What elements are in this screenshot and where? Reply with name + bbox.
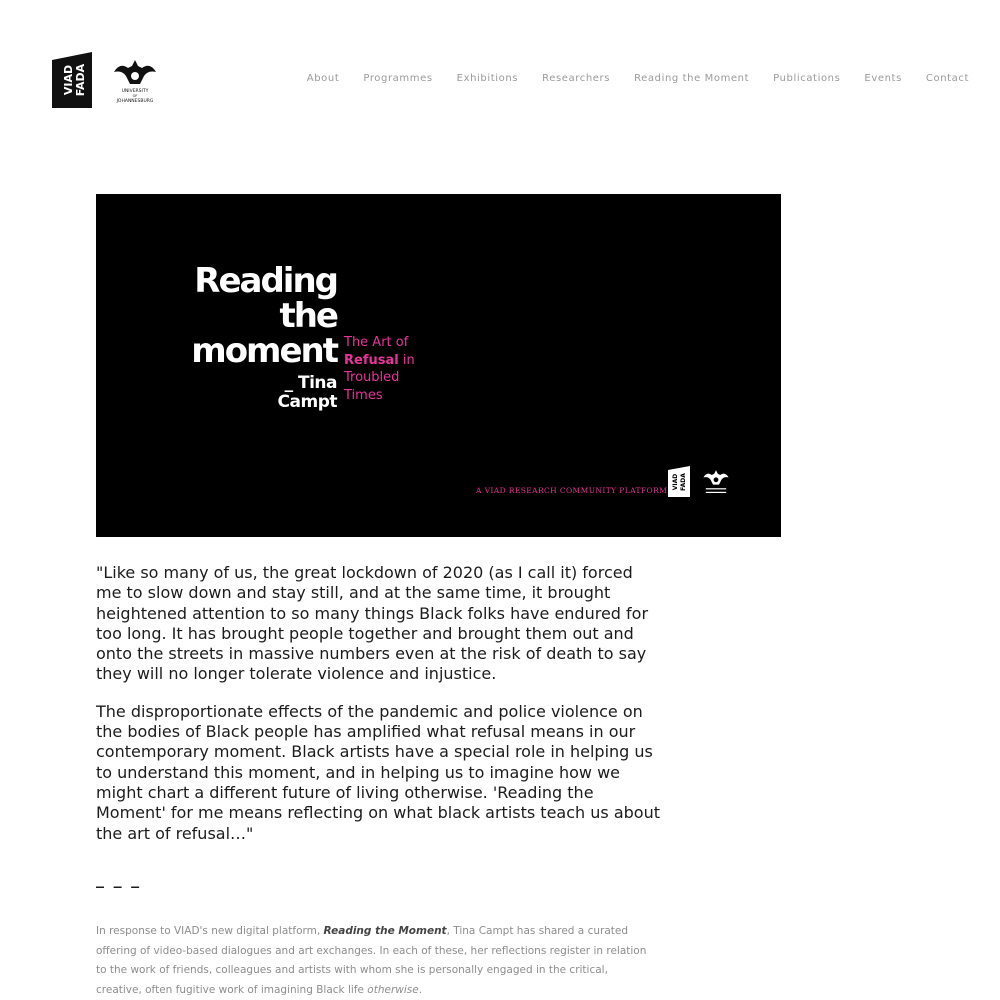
intro-text: , Tina Campt has shared a curated offering of video-based dialogues and art exchanges. In each of these, her reflections register in relation to the work of friends, colleagues and artists with whom she is personally engaged in the critical, creative, often fugitive work of imagining Black life [96, 925, 647, 996]
campt-quote [96, 563, 662, 861]
nav-about[interactable]: About [306, 73, 340, 84]
hero-title [191, 261, 337, 371]
hero-subtitle-word: in [402, 352, 415, 368]
nav-exhibitions[interactable]: Exhibitions [456, 73, 519, 84]
hero-title-line: the [279, 296, 337, 336]
hero-author [278, 374, 337, 412]
nav-contact[interactable]: Contact [925, 73, 969, 84]
hero-uj-logo [701, 469, 731, 496]
hero-platform-label: A VIAD RESEARCH COMMUNITY PLATFORM [476, 486, 668, 495]
nav-researchers[interactable]: Researchers [542, 73, 611, 84]
intro-emphasis: Reading the Moment [323, 925, 447, 937]
hero-subtitle [344, 334, 415, 404]
svg-text:FADA: FADA [680, 473, 687, 491]
svg-text:OF: OF [132, 94, 138, 98]
hero-author-line: _ Tina [284, 373, 337, 393]
nav-events[interactable]: Events [864, 73, 902, 84]
hero-viad-logo [668, 466, 690, 497]
hero-subtitle-line: The Art of [344, 335, 409, 350]
quote-paragraph: The disproportionate effects of the pandemic and police violence on the bodies of Black people has amplified what refusal means in our contemporary moment. Black artists have a special role in helping us to understand this moment, and in helping us to imagine how we might chart a different future of living otherwise. 'Reading the Moment' for me means reflecting on what black artists teach us about the art of refusal…" [96, 701, 660, 843]
hero-author-line: Campt [277, 392, 337, 412]
svg-text:FADA: FADA [74, 63, 87, 97]
svg-text:UNIVERSITY: UNIVERSITY [121, 89, 149, 94]
main-navigation [307, 73, 969, 84]
hero-title-line: Reading [194, 261, 337, 301]
viad-logo-text: VIAD [62, 64, 75, 96]
intro-italic: otherwise [367, 983, 419, 996]
intro-paragraph [96, 922, 656, 1000]
university-of-johannesburg-logo[interactable] [110, 58, 160, 106]
section-separator: _ _ _ [96, 869, 142, 888]
hero-subtitle-line: Troubled [344, 370, 400, 385]
svg-text:JOHANNESBURG: JOHANNESBURG [116, 99, 154, 104]
hero-subtitle-line: Times [344, 387, 383, 403]
viad-logo[interactable] [52, 52, 92, 108]
nav-publications[interactable]: Publications [773, 73, 841, 84]
intro-text: In response to VIAD's new digital platform, [96, 925, 324, 937]
svg-text:VIAD: VIAD [672, 473, 679, 491]
hero-banner [96, 194, 781, 537]
intro-text: . [418, 983, 423, 996]
nav-programmes[interactable]: Programmes [363, 73, 433, 84]
refusal-word: Refusal [344, 352, 399, 368]
quote-paragraph: "Like so many of us, the great lockdown of 2020 (as I call it) forced me to slow down and stay still, and at the same time, it brought heightened attention to so many things Black folks have endured for too long. It has brought people together and brought them out and onto the streets in massive numbers even at the risk of death to say they will no longer tolerate violence and injustice. [96, 563, 649, 684]
nav-reading-the-moment[interactable]: Reading the Moment [634, 73, 750, 84]
hero-title-line: moment [191, 331, 337, 371]
hero-subtitle-line [344, 352, 415, 370]
